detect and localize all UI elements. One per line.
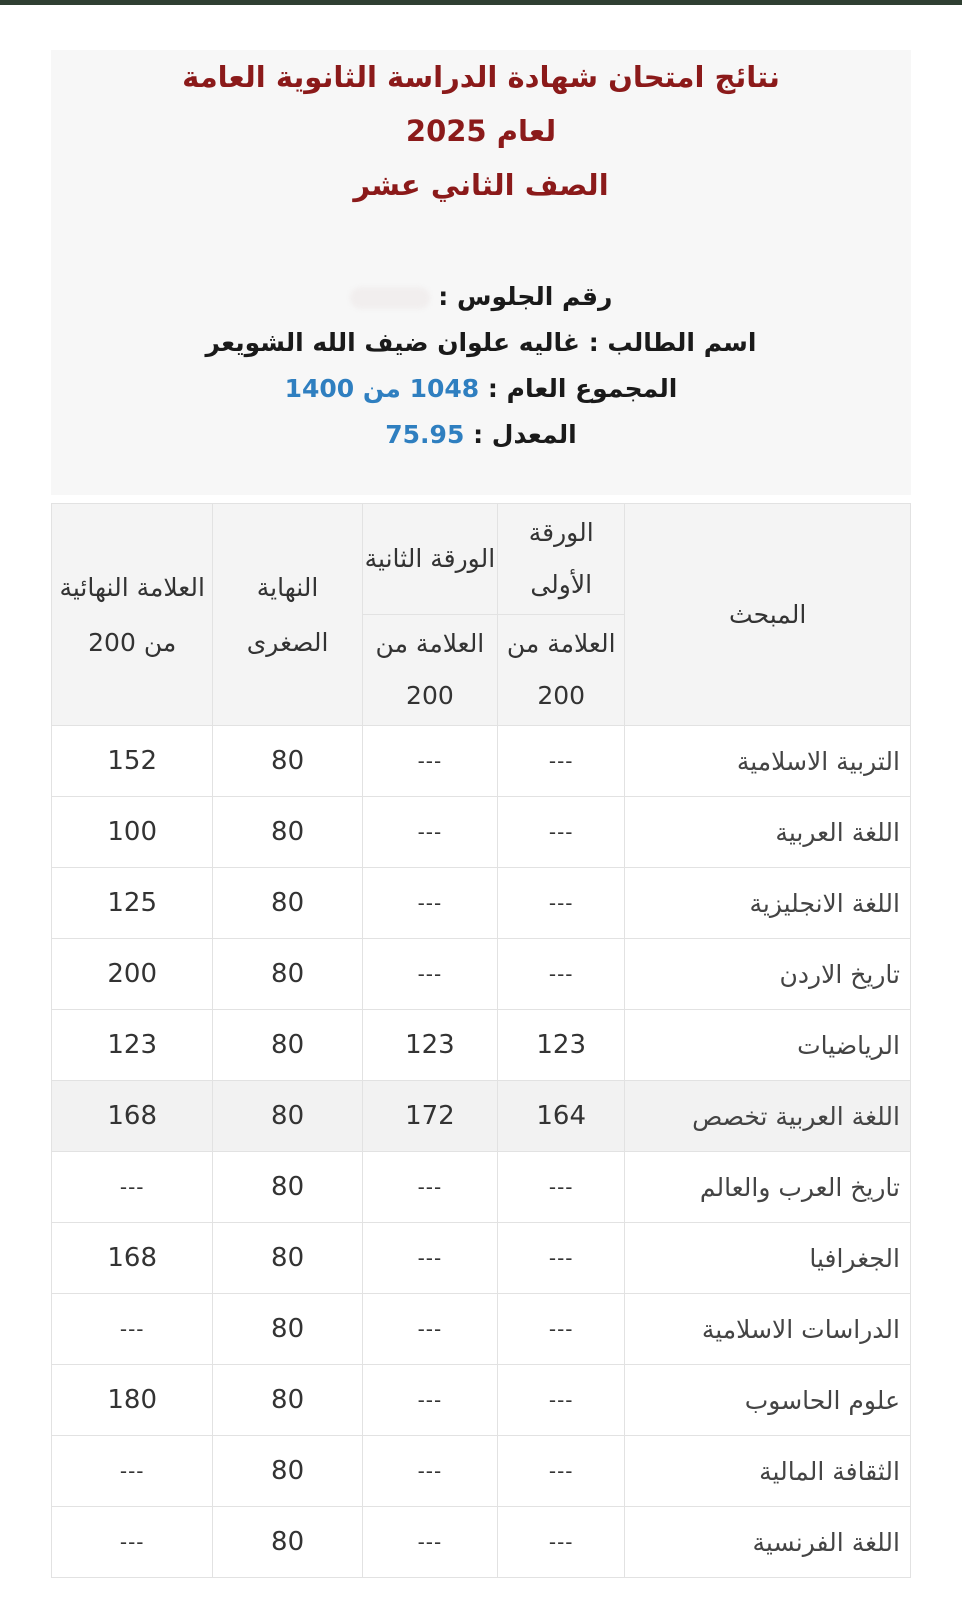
paper2-cell: ---	[362, 797, 497, 868]
paper2-cell: ---	[362, 1507, 497, 1578]
paper2-cell: ---	[362, 1294, 497, 1365]
table-row	[52, 868, 911, 939]
top-border-bar	[0, 0, 962, 5]
paper1-cell: 164	[498, 1081, 625, 1152]
paper1-cell: ---	[498, 1152, 625, 1223]
average-value: 75.95	[385, 420, 465, 449]
paper1-cell: ---	[498, 868, 625, 939]
subject-cell: الثقافة المالية	[625, 1436, 911, 1507]
minimum-cell: 80	[213, 797, 362, 868]
minimum-cell: 80	[213, 726, 362, 797]
seat-number-label: رقم الجلوس :	[438, 282, 613, 311]
paper1-cell: ---	[498, 939, 625, 1010]
table-row	[52, 1436, 911, 1507]
subject-cell: الدراسات الاسلامية	[625, 1294, 911, 1365]
minimum-cell: 80	[213, 1081, 362, 1152]
table-row	[52, 1223, 911, 1294]
results-table	[51, 503, 911, 1578]
paper2-cell: 172	[362, 1081, 497, 1152]
header-paper2-score: العلامة من 200	[362, 615, 497, 726]
paper2-cell: ---	[362, 1436, 497, 1507]
final-cell: 180	[52, 1365, 213, 1436]
final-cell: 168	[52, 1081, 213, 1152]
table-row	[52, 797, 911, 868]
final-cell: 123	[52, 1010, 213, 1081]
minimum-cell: 80	[213, 1365, 362, 1436]
final-cell: ---	[52, 1436, 213, 1507]
subject-cell: تاريخ العرب والعالم	[625, 1152, 911, 1223]
header-minimum: النهاية الصغرى	[213, 504, 362, 726]
paper1-cell: ---	[498, 726, 625, 797]
paper1-cell: ---	[498, 1223, 625, 1294]
table-row	[52, 1081, 911, 1152]
average-label: المعدل :	[473, 420, 577, 449]
paper2-cell: ---	[362, 1152, 497, 1223]
header-final: العلامة النهائية من 200	[52, 504, 213, 726]
total-score-value: 1048 من 1400	[284, 374, 480, 403]
table-row	[52, 1365, 911, 1436]
results-header-panel	[51, 50, 911, 495]
paper2-cell: ---	[362, 1365, 497, 1436]
paper1-cell: ---	[498, 1507, 625, 1578]
paper2-cell: ---	[362, 1223, 497, 1294]
paper2-cell: 123	[362, 1010, 497, 1081]
subject-cell: اللغة العربية	[625, 797, 911, 868]
header-paper2: الورقة الثانية	[362, 504, 497, 615]
paper2-cell: ---	[362, 868, 497, 939]
subject-cell: اللغة الفرنسية	[625, 1507, 911, 1578]
final-cell: 152	[52, 726, 213, 797]
minimum-cell: 80	[213, 1223, 362, 1294]
final-cell: 168	[52, 1223, 213, 1294]
exam-year: لعام 2025	[405, 114, 557, 148]
header-paper1: الورقة الأولى	[498, 504, 625, 615]
minimum-cell: 80	[213, 1294, 362, 1365]
final-cell: 200	[52, 939, 213, 1010]
table-row	[52, 1294, 911, 1365]
subject-cell: اللغة العربية تخصص	[625, 1081, 911, 1152]
header-subject: المبحث	[625, 504, 911, 726]
minimum-cell: 80	[213, 1152, 362, 1223]
average-line	[51, 420, 911, 449]
final-cell: 125	[52, 868, 213, 939]
total-score-label: المجموع العام :	[487, 374, 678, 403]
final-cell: 100	[52, 797, 213, 868]
paper1-cell: ---	[498, 1436, 625, 1507]
subject-cell: الرياضيات	[625, 1010, 911, 1081]
minimum-cell: 80	[213, 939, 362, 1010]
table-row	[52, 726, 911, 797]
seat-number-redacted	[350, 287, 430, 309]
table-row	[52, 1152, 911, 1223]
paper1-cell: 123	[498, 1010, 625, 1081]
total-score-line	[51, 374, 911, 403]
subject-cell: التربية الاسلامية	[625, 726, 911, 797]
paper1-cell: ---	[498, 797, 625, 868]
student-name-value: غاليه علوان ضيف الله الشويعر	[205, 328, 581, 357]
paper1-cell: ---	[498, 1365, 625, 1436]
minimum-cell: 80	[213, 1436, 362, 1507]
minimum-cell: 80	[213, 1010, 362, 1081]
paper1-cell: ---	[498, 1294, 625, 1365]
page-title: نتائج امتحان شهادة الدراسة الثانوية العامة	[182, 60, 780, 94]
seat-number-line	[51, 282, 911, 311]
grade-level: الصف الثاني عشر	[353, 168, 609, 202]
paper2-cell: ---	[362, 939, 497, 1010]
table-row	[52, 1507, 911, 1578]
final-cell: ---	[52, 1507, 213, 1578]
paper2-cell: ---	[362, 726, 497, 797]
subject-cell: اللغة الانجليزية	[625, 868, 911, 939]
table-row	[52, 1010, 911, 1081]
subject-cell: الجغرافيا	[625, 1223, 911, 1294]
subject-cell: علوم الحاسوب	[625, 1365, 911, 1436]
final-cell: ---	[52, 1152, 213, 1223]
student-name-line	[51, 328, 911, 357]
final-cell: ---	[52, 1294, 213, 1365]
student-name-label: اسم الطالب :	[588, 328, 757, 357]
table-row	[52, 939, 911, 1010]
minimum-cell: 80	[213, 1507, 362, 1578]
header-paper1-score: العلامة من 200	[498, 615, 625, 726]
minimum-cell: 80	[213, 868, 362, 939]
subject-cell: تاريخ الاردن	[625, 939, 911, 1010]
